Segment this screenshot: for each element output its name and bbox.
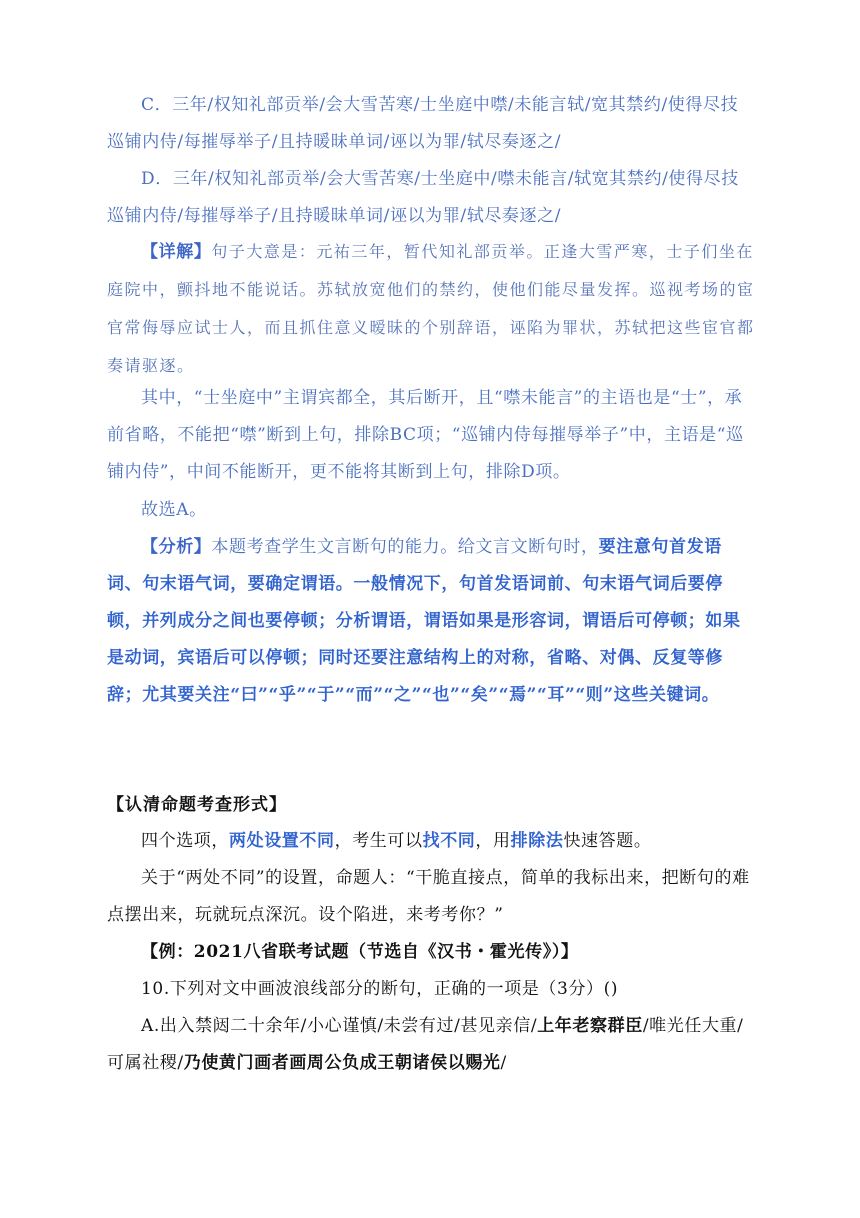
analysis-bold: 要注意句首发语词、句末语气词，要确定谓语。一般情况下，句首发语词前、句末语气词后要停顿，并列成分之间也要停顿；分析谓语，谓语如果是形容词，谓语后可停顿；如果是动词，宾语后可以停顿；同时还要注意结构上的对称，省略、对偶、反复等修辞；尤其要关注“曰”“乎”“于”“而”“之”“也”“矣”“焉”“耳”“则”这些关键词。 — [107, 537, 741, 705]
optA-1: A.出入禁闼二十余年/小心谨慎/未尝有过/甚见亲信/ — [141, 1016, 538, 1036]
question-line: 10.下列对文中画波浪线部分的断句，正确的一项是（3分）() — [141, 979, 619, 999]
detail-tag: 【详解】 — [141, 242, 212, 262]
section-heading: 【认清命题考查形式】 — [107, 795, 287, 815]
section-line2: 关于“两处不同”的设置，命题人：“干脆直接点，简单的我标出来，把断句的难点摆出来，玩就玩点深沉。设个陷进，来考考你？” — [107, 868, 750, 925]
line1-e: ，用 — [475, 831, 511, 851]
option-c: C．三年/权知礼部贡举/会大雪苦寒/士坐庭中噤/未能言轼/宽其禁约/使得尽技巡铺内侍/每摧辱举子/且持暖昧单词/诬以为罪/轼尽奏逐之/ — [107, 95, 739, 152]
analysis-plain: 本题考查学生文言断句的能力。给文言文断句时， — [211, 537, 599, 557]
option-a — [107, 1008, 755, 1082]
line1-f: 排除法 — [510, 831, 564, 851]
detail-paragraph — [107, 233, 755, 385]
line1-b: 两处设置不同 — [229, 831, 335, 851]
optA-4: 乃使黄门画者画周公负成王朝诸侯以赐光 — [183, 1053, 501, 1073]
line1-a: 四个选项， — [141, 831, 229, 851]
optA-2: 上年老察群臣 — [537, 1016, 643, 1036]
optA-3: /唯光任大重/可属社稷/ — [107, 1016, 744, 1073]
line1-g: 快速答题。 — [563, 831, 652, 851]
line1-c: ，考生可以 — [334, 831, 423, 851]
answer-line: 故选A。 — [141, 500, 207, 520]
option-d: D．三年/权知礼部贡举/会大雪苦寒/士坐庭中/噤未能言/轼宽其禁约/使得尽技巡铺内侍/每摧辱举子/且持暖昧单词/诬以为罪/轼尽奏逐之/ — [107, 169, 739, 226]
section-line1 — [107, 823, 755, 860]
explain-paragraph: 其中，“士坐庭中”主谓宾都全，其后断开，且“噤未能言”的主语也是“士”，承前省略，不能把“噤”断到上句，排除BC项；“巡铺内侍每摧辱举子”中，主语是“巡铺内侍”，中间不能断开，更不能将其断到上句，排除D项。 — [107, 388, 744, 482]
optA-5: / — [500, 1053, 507, 1073]
analysis-tag: 【分析】 — [141, 537, 212, 557]
example-heading: 【例：2021八省联考试题（节选自《汉书・霍光传》）】 — [141, 942, 579, 962]
line1-d: 找不同 — [422, 831, 476, 851]
analysis-paragraph — [107, 529, 755, 714]
detail-text: 句子大意是：元祐三年，暂代知礼部贡举。正逢大雪严寒，士子们坐在庭院中，颤抖地不能说话。苏轼放宽他们的禁约，使他们能尽量发挥。巡视考场的宦官常侮辱应试士人，而且抓住意义暧昧的个别辞语，诬陷为罪状，苏轼把这些宦官都奏请驱逐。 — [107, 242, 755, 375]
